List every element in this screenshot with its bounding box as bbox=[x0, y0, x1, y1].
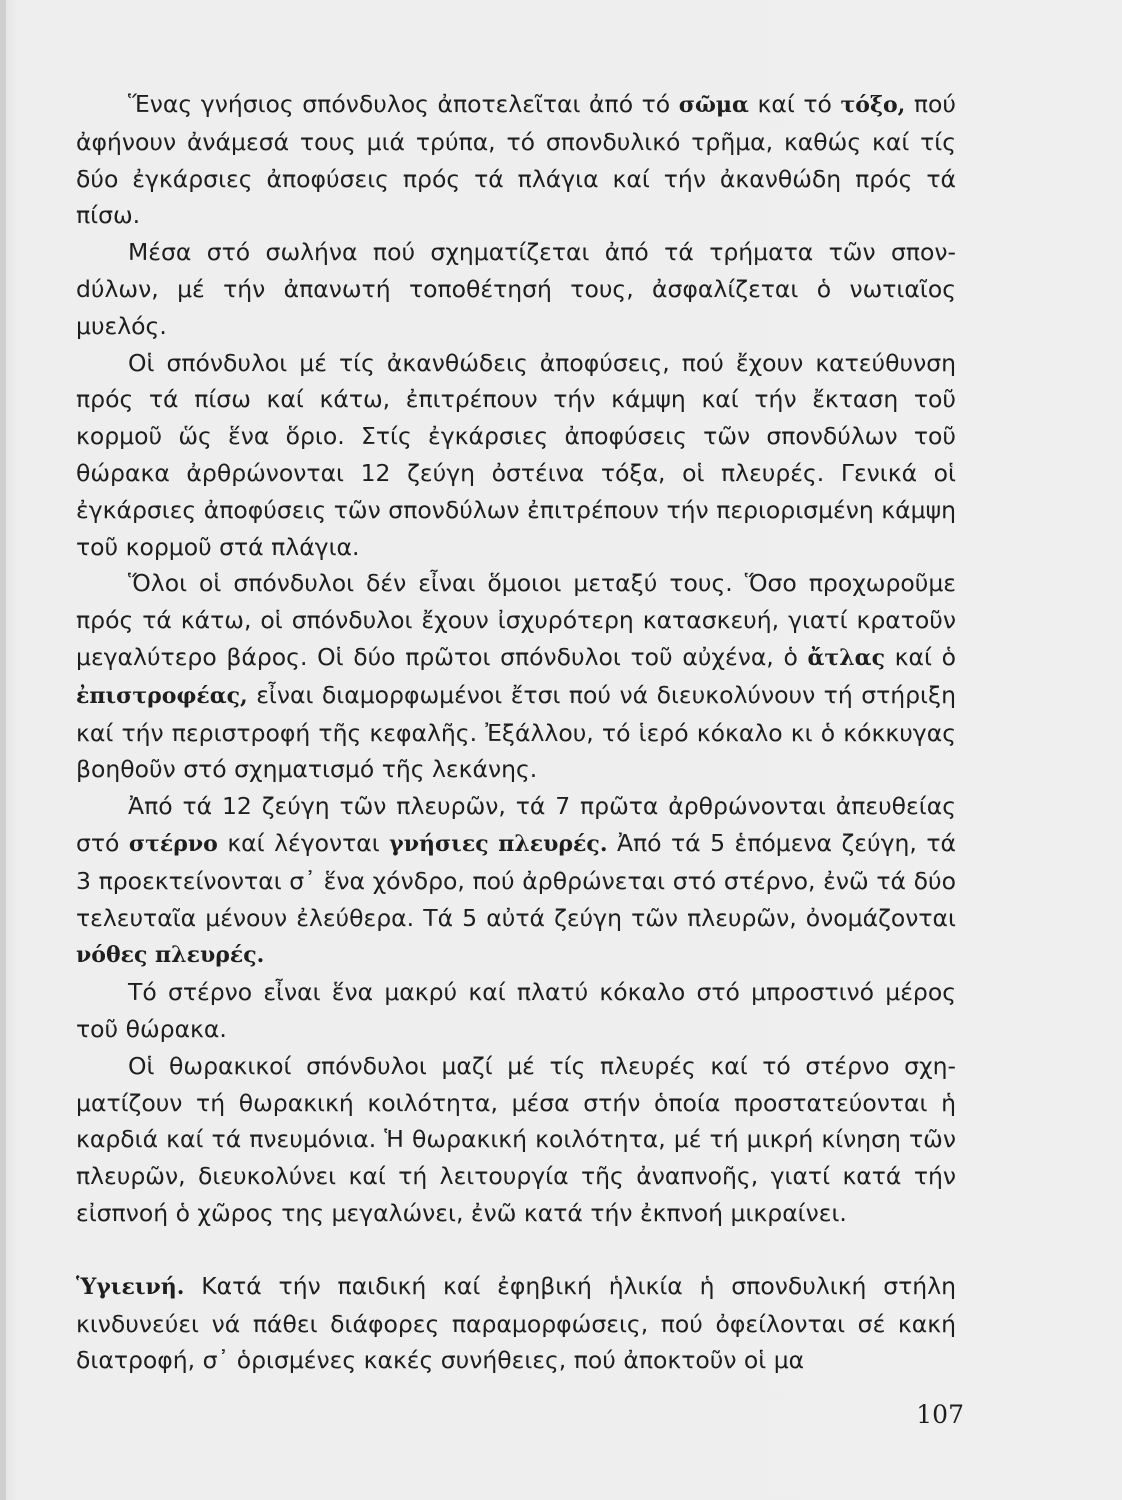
section-heading: Ὑγιεινή. bbox=[76, 1273, 185, 1300]
text-run: Ἀπό τά 12 ζεύγη τῶν πλευρῶν, τά 7 πρῶτα ἀρθρώνονται ἀπευθείας στό bbox=[76, 792, 956, 857]
bold-term: σῶμα bbox=[678, 92, 749, 118]
text-run: Μέσα στό σωλήνα πού σχηματίζεται ἀπό τά τρήματα τῶν σπονdύλων, μέ τήν ἀπανωτή τοποθέτησή τους, ἀσφαλίζεται ὁ νωτιαῖος μυελός. bbox=[76, 238, 956, 340]
text-run: καί ὁ bbox=[884, 642, 956, 671]
text-run: Ἕνας γνήσιος σπόνδυλος ἀποτελεῖται ἀπό τό bbox=[128, 90, 679, 118]
bold-term: ἄτλας bbox=[807, 644, 885, 671]
paragraph bbox=[76, 565, 956, 788]
text-run: Οἱ σπόνδυλοι μέ τίς ἀκανθώδεις ἀποφύσεις, πού ἔχουν κατεύθυνση πρός τά πίσω καί κάτω, ἐπιτρέπουν τήν κάμψη καί τήν ἔκταση τοῦ κορμοῦ ὥς ἕνα ὅριο. Στίς ἐγκάρσιες ἀποφύσεις τῶν σπονδύλων τοῦ θώρακα ἀρθρώνονται 12 ζεύγη ὀστέινα τόξα, οἱ πλευρές. Γενικά οἱ ἐγκάρσιες ἀποφύσεις τῶν σπονδύλων ἐπιτρέπουν τήν περιορισμένη κάμψη τοῦ κορμοῦ στά πλάγια. bbox=[76, 348, 956, 561]
paragraph bbox=[76, 234, 956, 344]
paragraph bbox=[76, 86, 956, 234]
paragraph bbox=[76, 1048, 956, 1232]
paragraph bbox=[76, 345, 956, 566]
bold-term: ἐπιστροφέας, bbox=[76, 682, 248, 709]
page-binding-edge bbox=[0, 0, 6, 1500]
text-run: Κατά τήν παιδική καί ἐφηβική ἡλικία ἡ σπονδυλική στήλη κινδυνεύει νά πάθει διάφορες παραμορφώσεις, πού ὀφείλονται σέ κακή διατροφή, σ᾽ ὁρισμένες κακές συνήθειες, πού ἀποκτοῦν οἱ μα bbox=[76, 1271, 956, 1375]
text-run: πού ἀφήνουν ἀνάμεσά τους μιά τρύπα, τό σπονδυλικό τρῆμα, καθώς καί τίς δύο ἐγκάρσιες ἀποφύσεις πρός τά πλάγια καί τήν ἀκανθώδη πρός τά πίσω. bbox=[76, 90, 957, 230]
text-run: εἶναι διαμορφωμένοι ἔτσι πού νά διευκολύνουν τή στήριξη καί τήν περιστροφή τῆς κεφαλῆς. Ἐξάλλου, τό ἱερό κόκαλο κι ὁ κόκκυγας βοηθοῦν στό σχηματισμό τῆς λεκάνης. bbox=[76, 680, 956, 784]
text-run: καί τό bbox=[748, 90, 841, 118]
bold-term: στέρνο bbox=[128, 830, 218, 857]
paragraph bbox=[76, 788, 956, 974]
bold-term: γνήσιες πλευρές. bbox=[389, 830, 608, 857]
bold-term: τόξο, bbox=[840, 92, 906, 118]
text-run: Οἱ θωρακικοί σπόνδυλοι μαζί μέ τίς πλευρές καί τό στέρνο σχηματίζουν τή θωρακική κοιλότητα, μέσα στήν ὁποία προστατεύονται ἡ καρδιά καί τά πνευμόνια. Ἡ θωρακική κοιλότητα, μέ τή μικρή κίνηση τῶν πλευρῶν, διευκολύνει καί τή λειτουργία τῆς ἀναπνοῆς, γιατί κατά τήν εἰσπνοή ὁ χῶρος της μεγαλώνει, ἐνῶ κατά τήν ἐκπνοή μικραίνει. bbox=[76, 1051, 956, 1227]
paragraph bbox=[76, 974, 956, 1048]
hygiene-paragraph bbox=[76, 1268, 956, 1379]
body-text bbox=[76, 86, 956, 1379]
text-run: Ἀπό τά 5 ἑπόμενα ζεύγη, τά 3 προεκτείνονται σ᾽ ἕνα χόνδρο, πού ἀρθρώνεται στό στέρνο, ἐνῶ τά δύο τελευταῖα μένουν ἐλεύθερα. Τά 5 αὐτά ζεύγη τῶν πλευρῶν, ὀνομάζονται bbox=[76, 828, 956, 932]
page-number: 107 bbox=[916, 1400, 964, 1429]
text-run: καί λέγονται bbox=[217, 828, 390, 857]
bold-term: νόθες πλευρές. bbox=[76, 942, 265, 969]
text-run: Τό στέρνο εἶναι ἕνα μακρύ καί πλατύ κόκαλο στό μπροστινό μέρος τοῦ θώρακα. bbox=[76, 978, 956, 1043]
text-run: Ὅλοι οἱ σπόνδυλοι δέν εἶναι ὅμοιοι μεταξύ τους. Ὅσο προχωροῦμε πρός τά κάτω, οἱ σπόνδυλοι ἔχουν ἰσχυρότερη κατασκευή, γιατί κρατοῦν μεγαλύτερο βάρος. Οἱ δύο πρῶτοι σπόνδυλοι τοῦ αὐχένα, ὁ bbox=[76, 569, 956, 671]
